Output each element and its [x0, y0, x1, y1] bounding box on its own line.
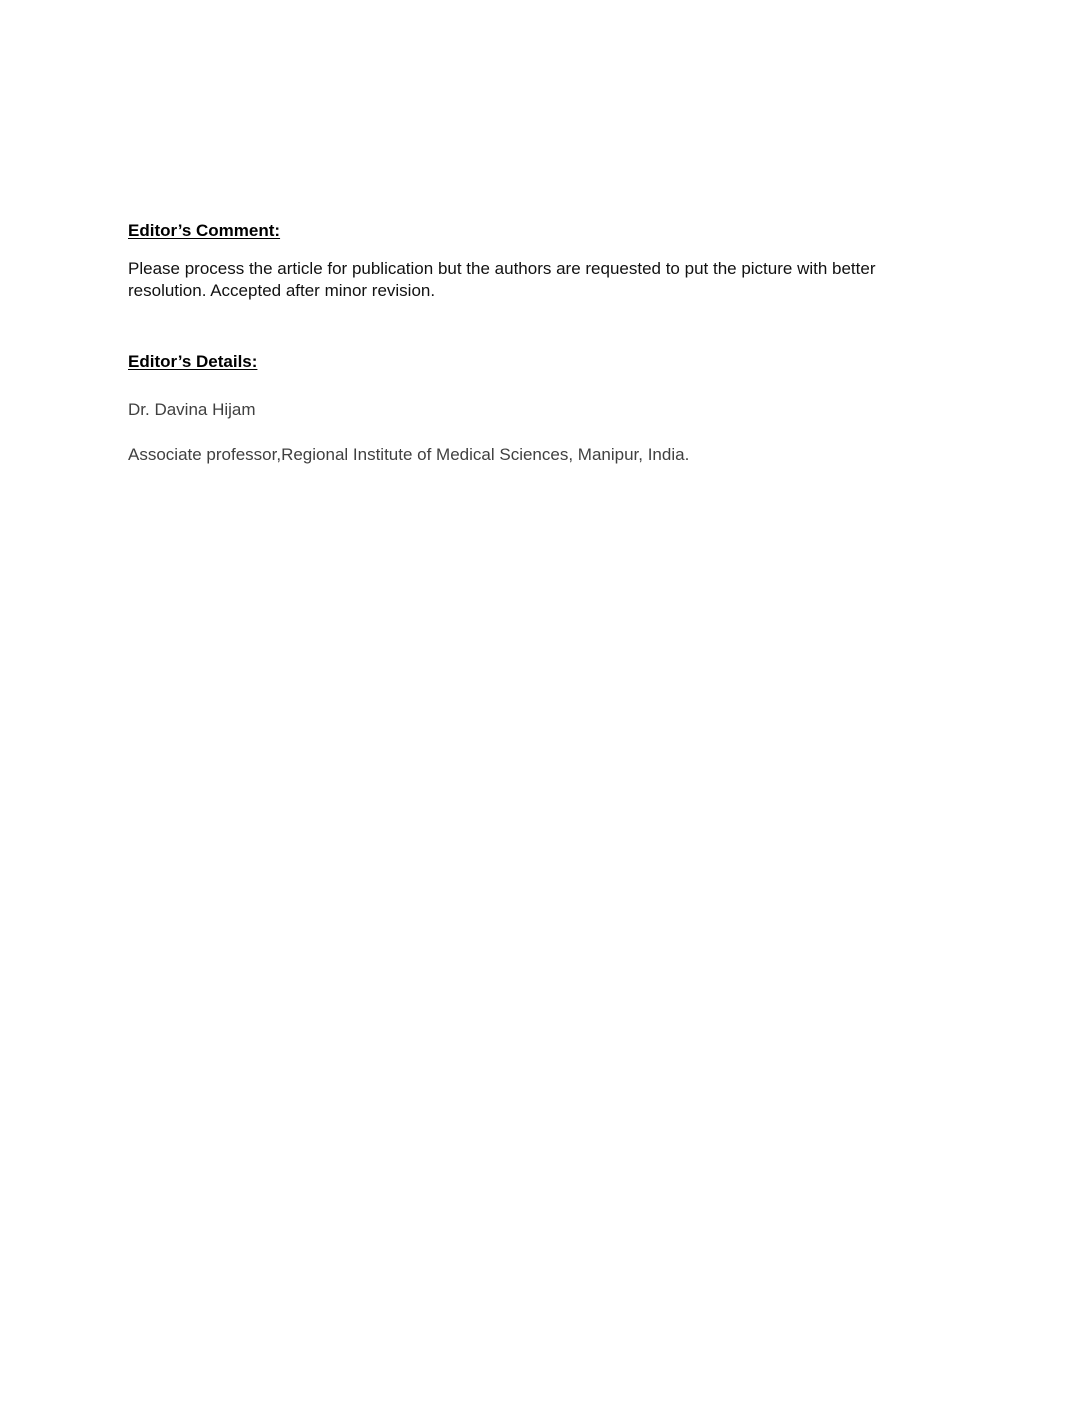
editors-comment-heading: Editor’s Comment: [128, 221, 281, 240]
editors-details-heading: Editor’s Details: [128, 352, 258, 371]
editors-comment-text: Please process the article for publication but the authors are requested to put the picture with better resolution. Accepted after minor revision. [128, 259, 876, 300]
editor-affiliation: Associate professor,Regional Institute of Medical Sciences, Manipur, India. [128, 445, 690, 464]
editor-name: Dr. Davina Hijam [128, 400, 256, 419]
